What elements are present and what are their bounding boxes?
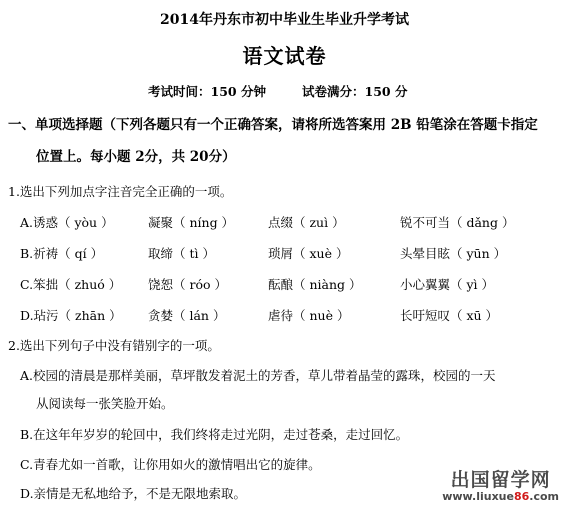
question-1-stem: 1.选出下列加点字注音完全正确的一项。	[8, 184, 233, 199]
q2-option-c: C.青春尤如一首歌，让你用如火的激情唱出它的旋律。	[20, 457, 321, 472]
q1-option-a-word3: 点缀（ zuì ）	[268, 215, 345, 230]
watermark-url: www.liuxue86.com	[442, 490, 559, 503]
q1-option-c-word2: 饶恕（ róo ）	[148, 277, 227, 292]
subject-title: 语文试卷	[242, 44, 327, 68]
exam-full-score: 试卷满分：150 分	[302, 84, 408, 99]
q1-option-d-word1: D.玷污（ zhān ）	[20, 308, 122, 323]
q2-option-a: A.校园的清晨是那样美丽，草坪散发着泥土的芳香，草儿带着晶莹的露珠，校园的一天	[20, 368, 496, 383]
q1-option-c-word4: 小心翼翼（ yì ）	[400, 277, 495, 292]
exam-time: 考试时间：150 分钟	[148, 84, 266, 99]
q1-option-d-word3: 虐待（ nuè ）	[268, 308, 350, 323]
q1-option-d-word4: 长吁短叹（ xū ）	[400, 308, 499, 323]
section-heading-cont: 位置上。每小题 2分，共 20分）	[36, 149, 236, 165]
q1-option-c-word3: 酝酿（ niàng ）	[268, 277, 362, 292]
q2-option-d: D.亲情是无私地给予，不是无限地索取。	[20, 486, 247, 501]
section-heading: 一、单项选择题（下列各题只有一个正确答案，请将所选答案用 2B 铅笔涂在答题卡指定	[8, 117, 538, 133]
q1-option-a-word2: 凝聚（ níng ）	[148, 215, 235, 230]
q1-option-a-word4: 锐不可当（ dǎng ）	[400, 215, 515, 230]
exam-title: 2014年丹东市初中毕业生毕业升学考试	[160, 12, 409, 28]
q2-option-a-cont: 从阅读每一张笑脸开始。	[36, 396, 174, 411]
q1-option-b-word1: B.祈祷（ qí ）	[20, 246, 104, 261]
q1-option-c-word1: C.笨拙（ zhuó ）	[20, 277, 122, 292]
watermark-name: 出国留学网	[450, 469, 551, 491]
q1-option-b-word3: 琐屑（ xuè ）	[268, 246, 349, 261]
site-watermark	[442, 465, 559, 503]
q1-option-b-word2: 取缔（ tì ）	[148, 246, 215, 261]
q1-option-b-word4: 头晕目眩（ yūn ）	[400, 246, 507, 261]
q2-option-b: B.在这年年岁岁的轮回中，我们终将走过光阴，走过苍桑，走过回忆。	[20, 427, 409, 442]
q1-option-a-word1: A.诱惑（ yòu ）	[20, 215, 114, 230]
q1-option-d-word2: 贪婪（ lán ）	[148, 308, 226, 323]
question-2-stem: 2.选出下列句子中没有错别字的一项。	[8, 338, 220, 353]
